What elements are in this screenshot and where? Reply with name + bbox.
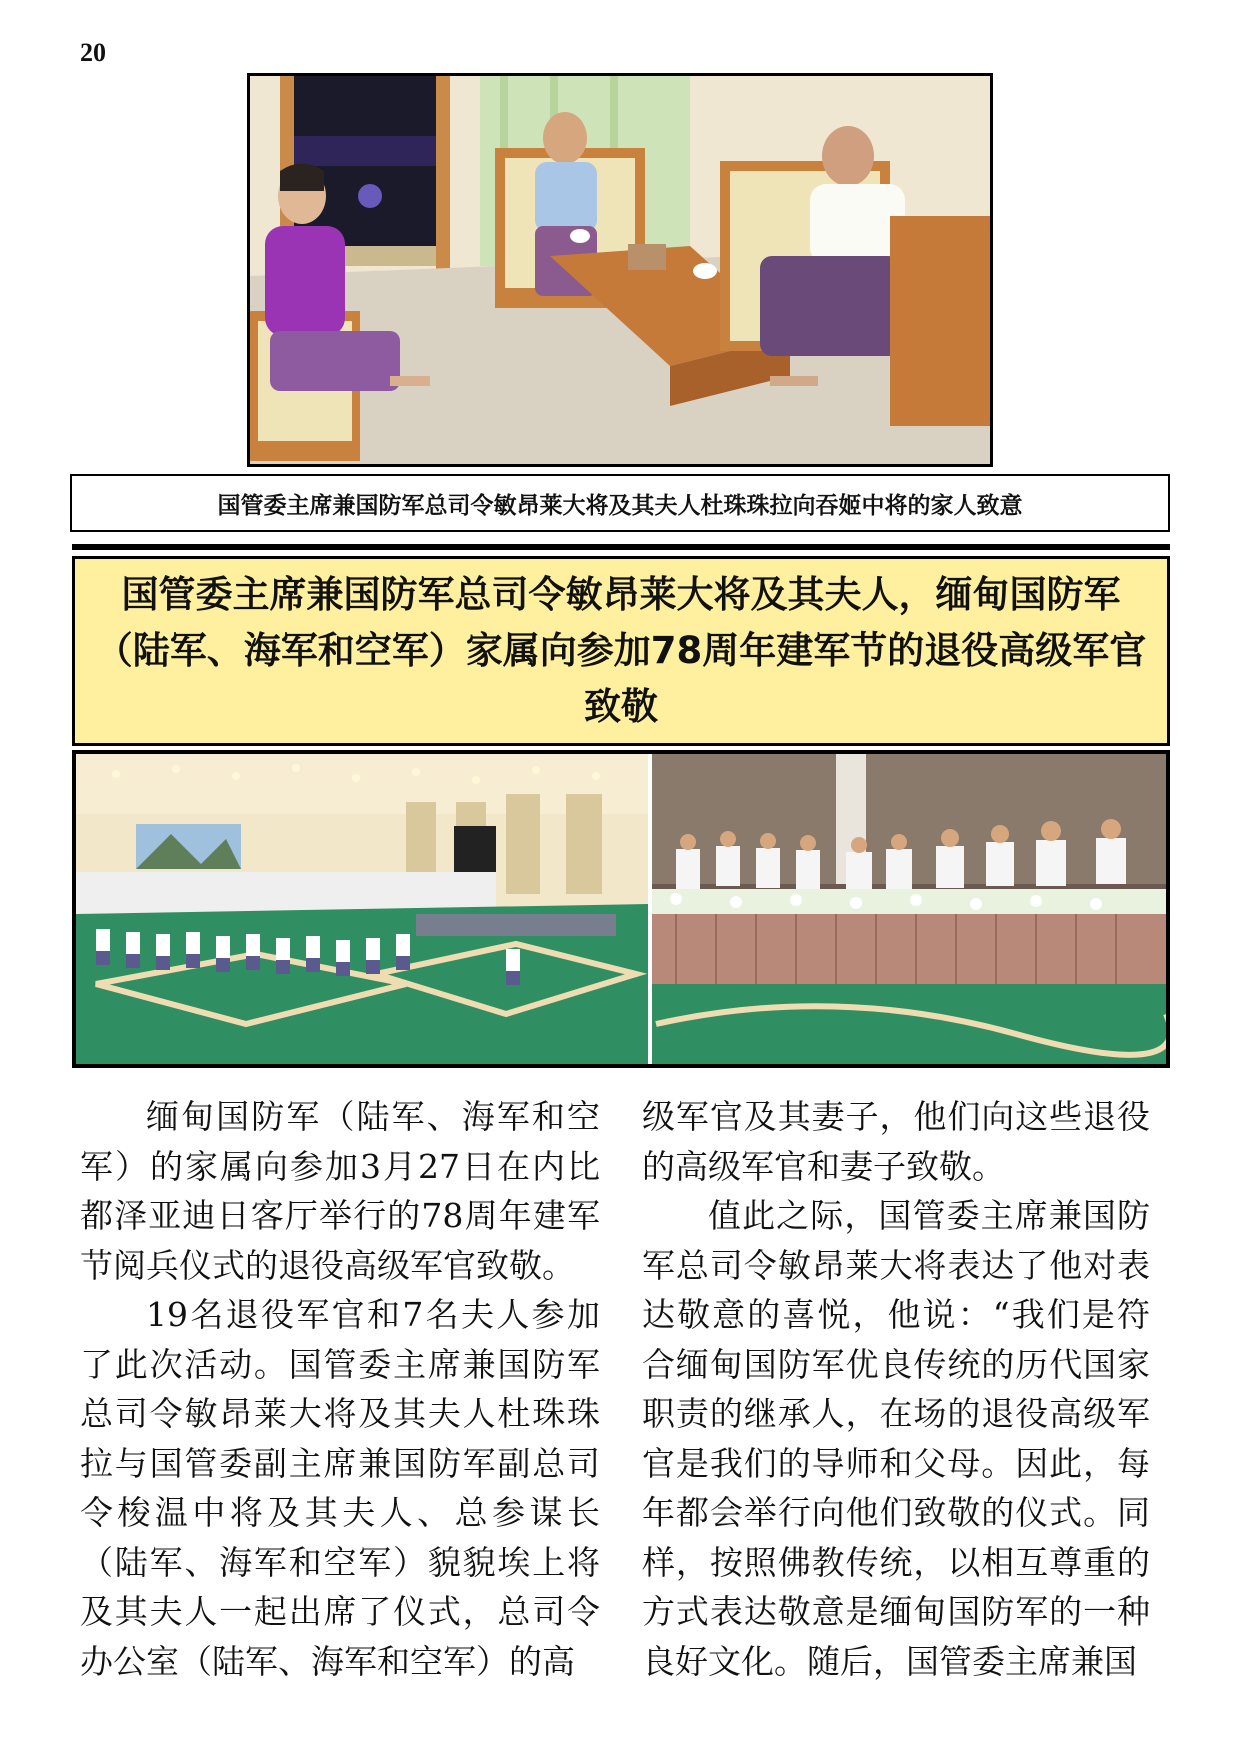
article-paragraph-continued: 级军官及其妻子，他们向这些退役的高级军官和妻子致敬。 <box>642 1097 1150 1186</box>
ceremony-photo <box>72 750 1170 1068</box>
living-room-scene <box>250 76 990 464</box>
headline-box <box>72 556 1170 746</box>
article-paragraph: 缅甸国防军（陆军、海军和空军）的家属向参加3月27日在内比都泽亚迪日客厅举行的78周年建军节阅兵仪式的退役高级军官致敬。 <box>80 1097 600 1285</box>
page-number: 20 <box>80 38 106 67</box>
headline: 国管委主席兼国防军总司令敏昂莱大将及其夫人，缅甸国防军（陆军、海军和空军）家属向参加78周年建军节的退役高级军官致敬 <box>95 573 1147 728</box>
article-paragraph: 19名退役军官和7名夫人参加了此次活动。国管委主席兼国防军总司令敏昂莱大将及其夫人杜珠珠拉与国管委副主席兼国防军副总司令梭温中将及其夫人、总参谋长（陆军、海军和空军）貌貌埃上将及其夫人一起出席了仪式，总司令办公室（陆军、海军和空军）的高 <box>80 1295 600 1681</box>
photo-caption: 国管委主席兼国防军总司令敏昂莱大将及其夫人杜珠珠拉向吞姬中将的家人致意 <box>70 474 1170 532</box>
ceremony-hall-scene <box>76 754 1166 1064</box>
article-paragraph: 值此之际，国管委主席兼国防军总司令敏昂莱大将表达了他对表达敬意的喜悦，他说：“我们是符合缅甸国防军优良传统的历代国家职责的继承人，在场的退役高级军官是我们的导师和父母。因此，每年都会举行向他们致敬的仪式。同样，按照佛教传统，以相互尊重的方式表达敬意是缅甸国防军的一种良好文化。随后，国管委主席兼国 <box>642 1196 1150 1681</box>
article-left-column <box>80 1092 600 1686</box>
section-divider <box>72 544 1170 550</box>
top-photo <box>247 73 993 467</box>
article-right-column <box>642 1092 1150 1686</box>
